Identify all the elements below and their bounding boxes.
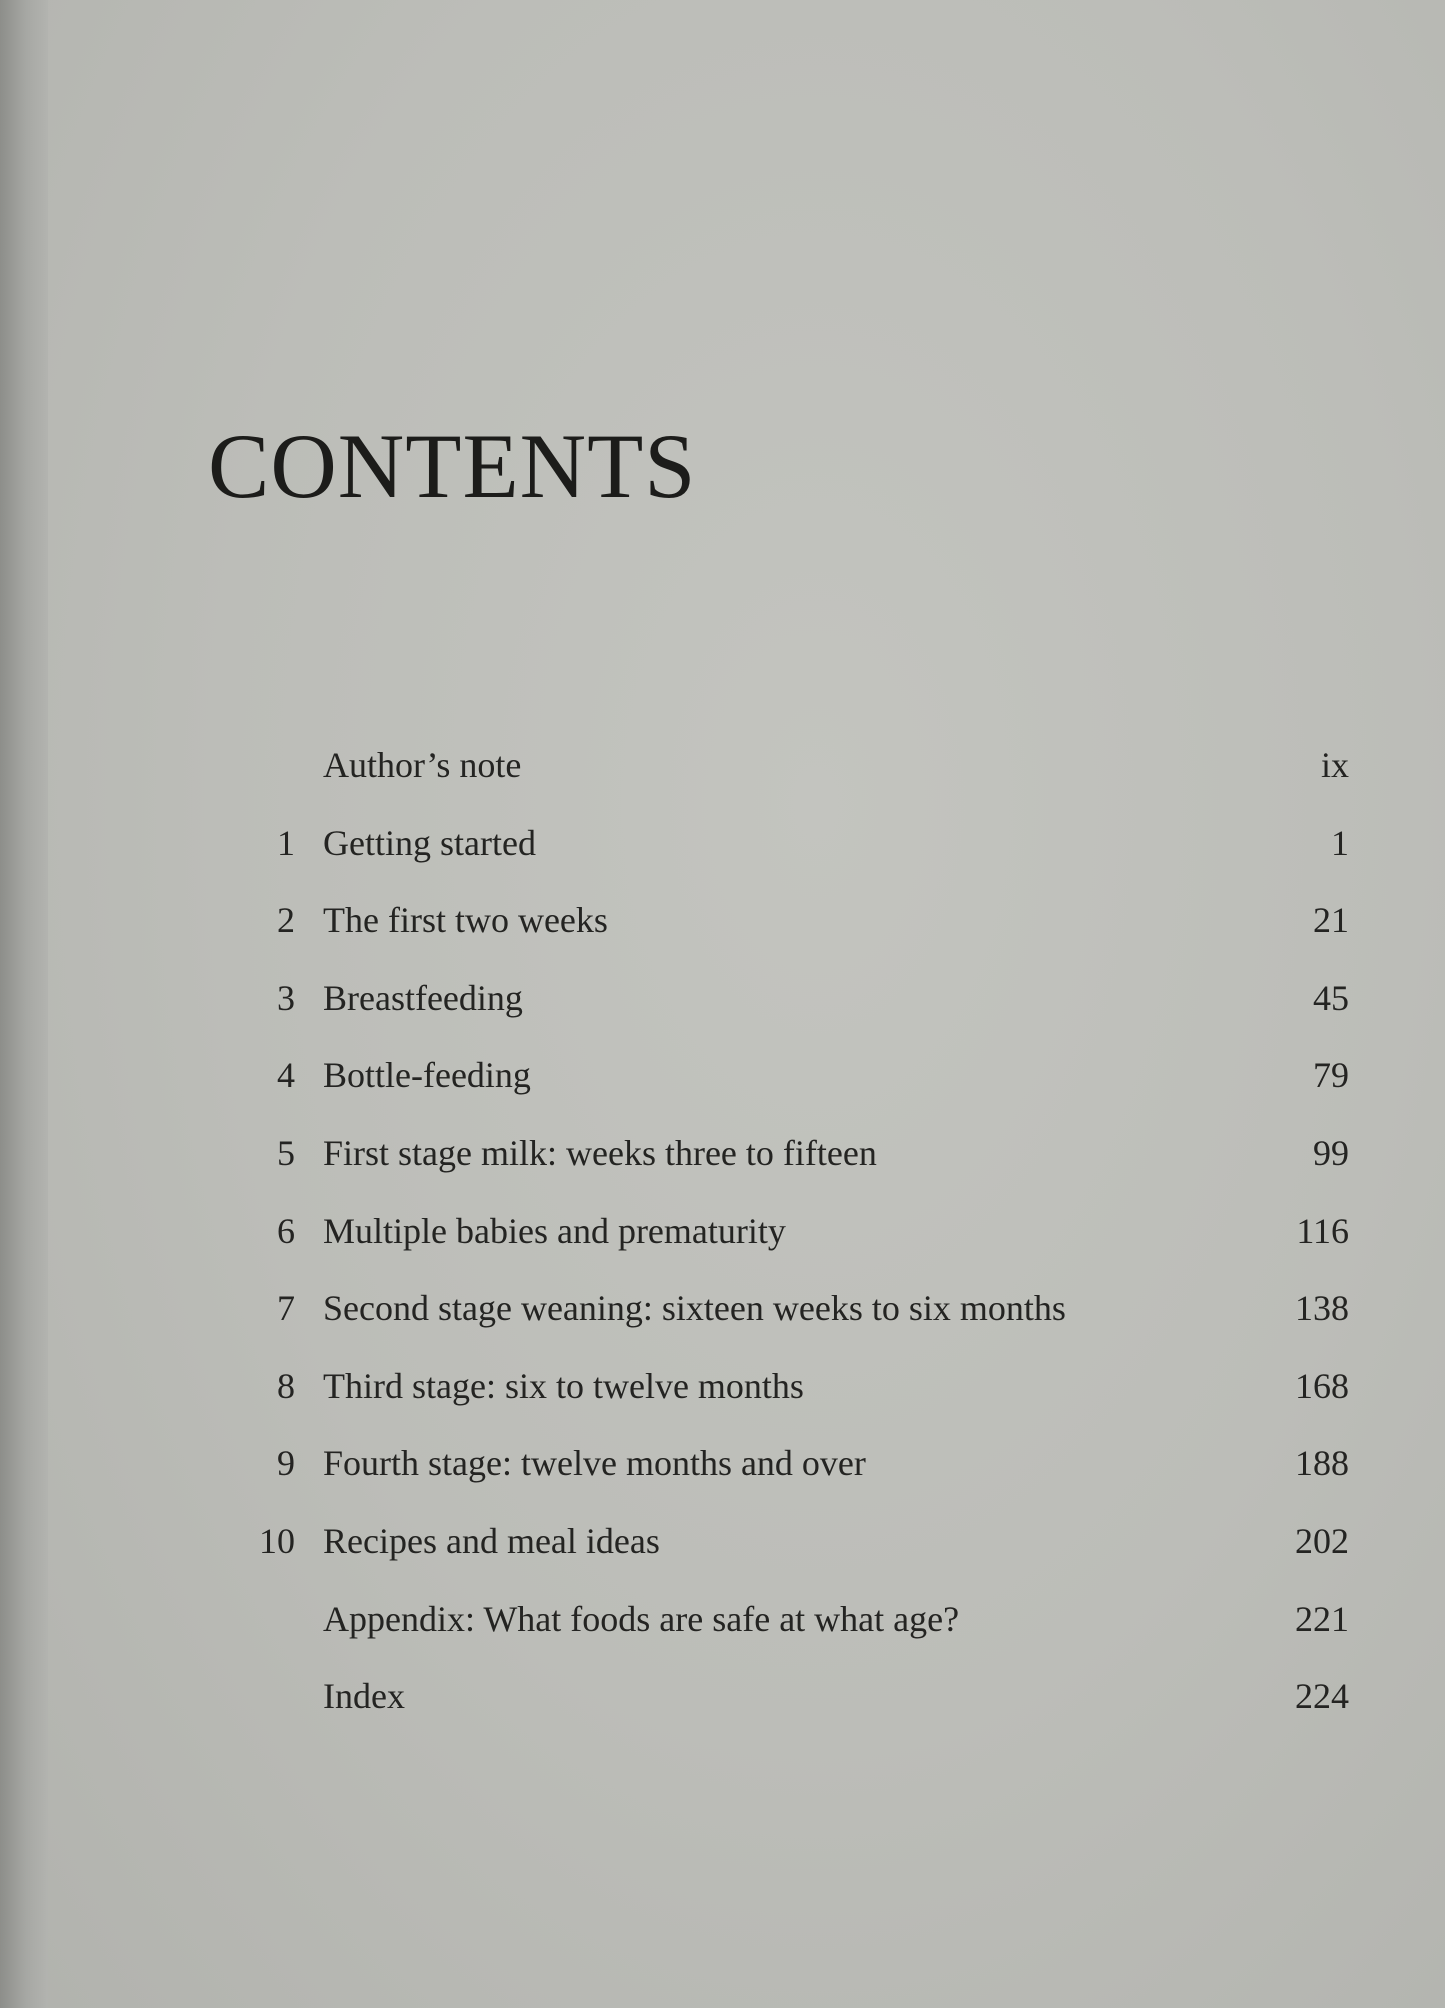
chapter-number: 3 <box>277 977 295 1018</box>
toc-entry <box>48 1354 1445 1432</box>
toc-entry <box>48 888 1445 966</box>
toc-entry <box>48 1587 1445 1665</box>
page-number: 1 <box>1331 822 1349 863</box>
page-number: 45 <box>1313 977 1349 1018</box>
chapter-title: Multiple babies and prematurity <box>323 1210 786 1251</box>
chapter-title: The first two weeks <box>323 900 608 941</box>
page-number: 221 <box>1295 1598 1349 1639</box>
chapter-title: Recipes and meal ideas <box>323 1520 660 1561</box>
page-title: CONTENTS <box>208 415 697 517</box>
page-number: ix <box>1320 745 1349 785</box>
page-number: 99 <box>1313 1132 1349 1173</box>
chapter-number: 1 <box>277 822 295 863</box>
page-number: 116 <box>1296 1210 1349 1251</box>
chapter-title: Appendix: What foods are safe at what age? <box>323 1598 960 1639</box>
chapter-title: Author’s note <box>323 745 522 785</box>
page-number: 21 <box>1313 900 1349 941</box>
chapter-title: Third stage: six to twelve months <box>323 1365 804 1406</box>
chapter-number: 7 <box>277 1288 295 1329</box>
chapter-title: First stage milk: weeks three to fifteen <box>323 1132 877 1173</box>
page-number: 202 <box>1295 1520 1349 1561</box>
toc-entry <box>48 966 1445 1044</box>
page-number: 168 <box>1295 1365 1349 1406</box>
toc-entry <box>48 1509 1445 1587</box>
toc-entry <box>48 1431 1445 1509</box>
page-number: 79 <box>1313 1055 1349 1096</box>
table-of-contents <box>48 733 1445 1742</box>
toc-entry <box>48 1199 1445 1277</box>
chapter-title: Fourth stage: twelve months and over <box>323 1443 866 1484</box>
toc-entry <box>48 1121 1445 1199</box>
toc-entry <box>48 1664 1445 1742</box>
page-number: 224 <box>1295 1676 1349 1717</box>
chapter-title: Breastfeeding <box>323 977 523 1018</box>
toc-entry <box>48 1043 1445 1121</box>
page-number: 138 <box>1295 1288 1349 1329</box>
chapter-title: Bottle-feeding <box>323 1055 531 1096</box>
chapter-number: 5 <box>277 1132 295 1173</box>
chapter-title: Index <box>323 1676 405 1717</box>
chapter-number: 6 <box>277 1210 295 1251</box>
toc-entry <box>48 1276 1445 1354</box>
chapter-number: 2 <box>277 900 295 941</box>
page-number: 188 <box>1295 1443 1349 1484</box>
chapter-title: Second stage weaning: sixteen weeks to six months <box>323 1288 1066 1329</box>
chapter-number: 9 <box>277 1443 295 1484</box>
chapter-number: 8 <box>277 1365 295 1406</box>
toc-entry <box>48 811 1445 889</box>
chapter-title: Getting started <box>323 822 536 863</box>
chapter-number: 4 <box>277 1055 295 1096</box>
toc-entry <box>48 733 1445 811</box>
chapter-number: 10 <box>259 1520 295 1561</box>
book-page <box>48 0 1445 2008</box>
